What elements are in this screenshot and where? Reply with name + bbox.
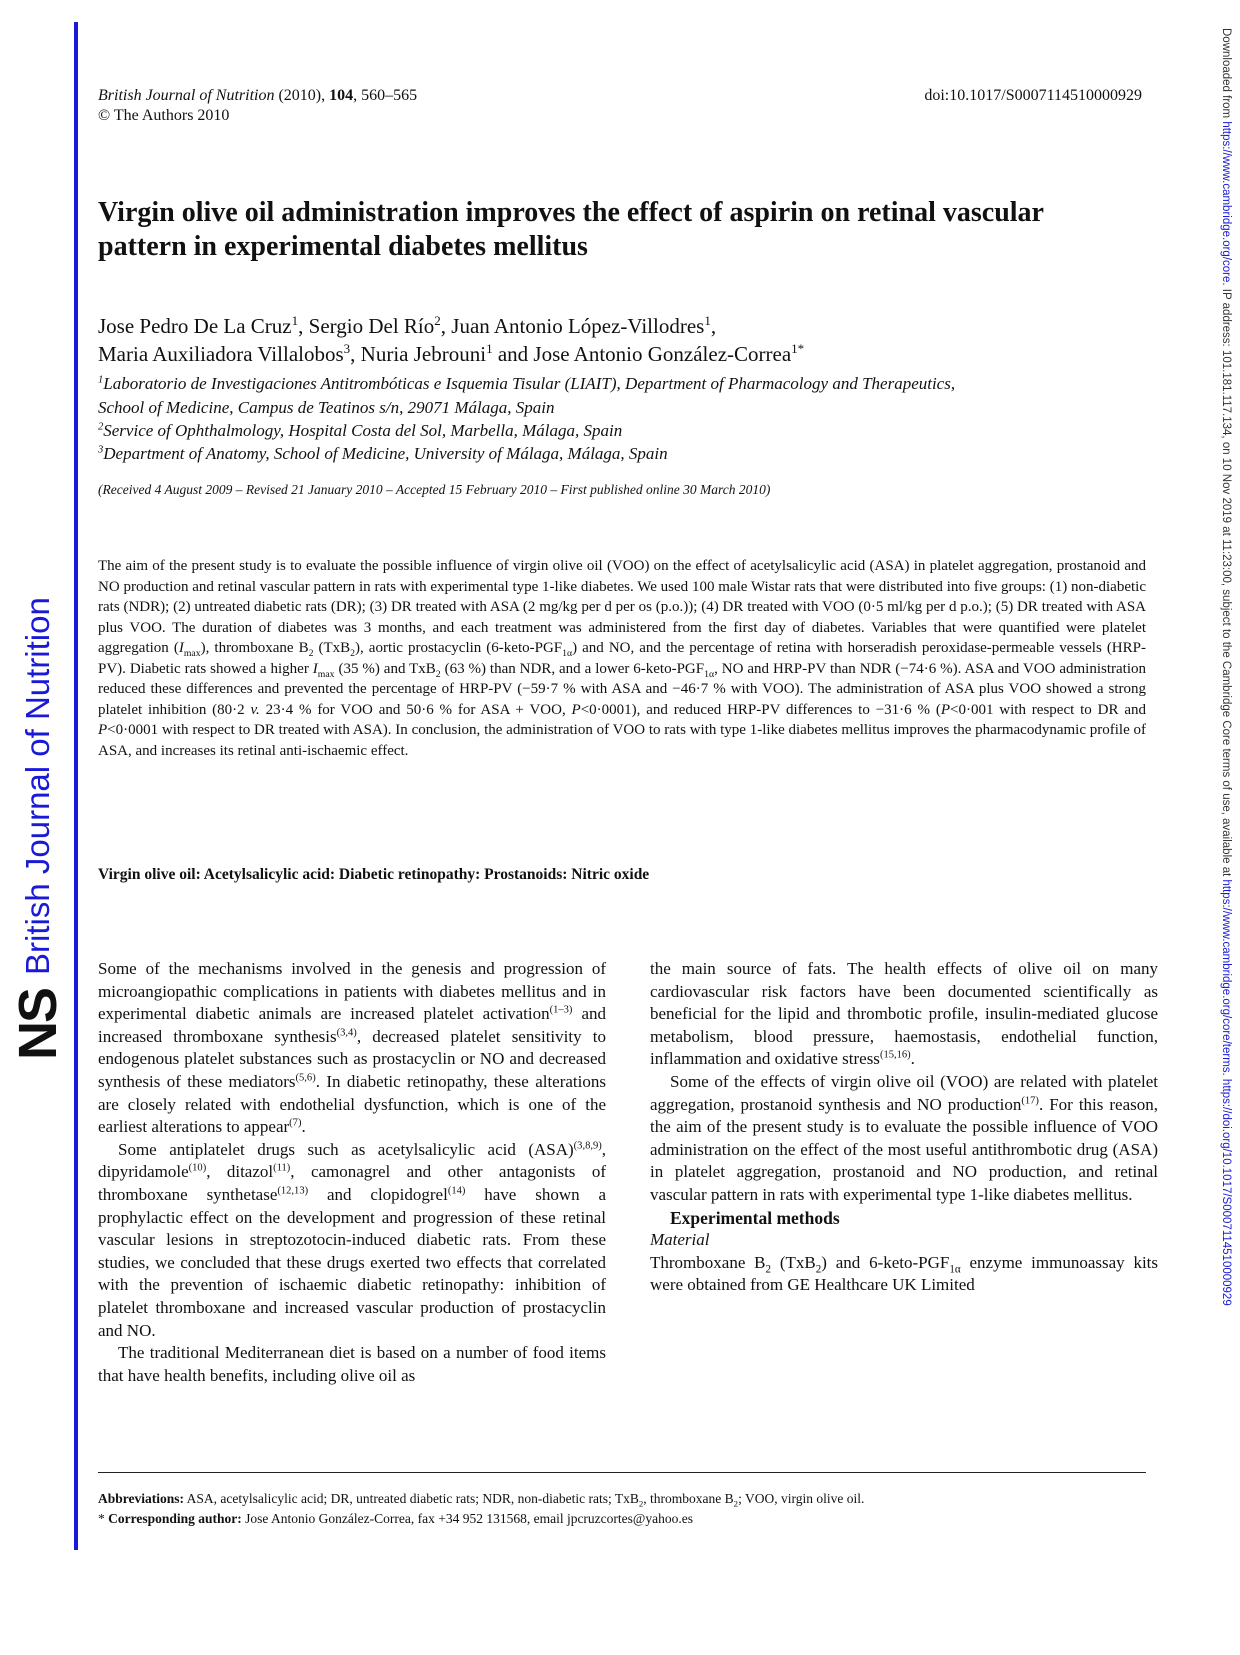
author-list: Jose Pedro De La Cruz$^1$, Sergio Del Río$^2$, Juan Antonio López-Villodres$^1$, Maria Auxiliadora Villalobos$^3$, Nuria Jebrouni$^1$ and Jose Antonio González-Correa$^{1*}$ (98, 313, 805, 366)
affiliation-1 (98, 372, 1198, 420)
affiliation-number: 2 (98, 421, 104, 433)
journal-side-logo (8, 540, 68, 1060)
affiliation-3 (98, 442, 1198, 466)
copyright: © The Authors 2010 (98, 107, 230, 124)
core-link[interactable]: https://www.cambridge.org/core (1220, 121, 1232, 283)
author-aff: 1* (791, 341, 805, 356)
article-title: Virgin olive oil administration improves the effect of aspirin on retinal vascular pattern in experimental diabetes mellitus (98, 197, 1044, 262)
download-prefix: Downloaded from (1220, 28, 1232, 122)
affiliation-number: 3 (98, 444, 104, 456)
pages: , 560–565 (353, 87, 418, 104)
paragraph: Some of the mechanisms involved in the genesis and progression of microangiopathic complications in patients with diabetes mellitus and in experimental diabetic animals are increased platelet activation$^{(1-3)}$ and increased thromboxane synthesis$^{(3,4)}$, decreased platelet sensitivity to endogenous platelet substances such as prostacyclin or NO and decreased synthesis of these mediators$^{(5,6)}$. In diabetic retinopathy, these alterations are closely related with endothelial dysfunction, which is one of the earliest alterations to appear$^{(7)}$. (98, 959, 607, 1137)
doi-link[interactable]: . https://doi.org/10.1017/S0007114510000929 (1220, 1072, 1232, 1306)
paragraph: Thromboxane $B_2$ (TxB$_2$) and $6-keto-PGF_{1\alpha}$ enzyme immunoassay kits were obtained from GE Healthcare UK Limited (650, 1252, 1159, 1295)
footer-rule (98, 1472, 1146, 1473)
affiliation-text: Laboratorio de Investigaciones Antitrombóticas e Isquemia Tisular (LIAIT), Department of Pharmacology and Therapeutics, (103, 374, 956, 393)
author: Jose Antonio González-Correa (533, 342, 792, 366)
doi: doi:10.1017/S0007114510000929 (924, 87, 1142, 104)
citation-header (98, 86, 417, 126)
keywords: Virgin olive oil: Acetylsalicylic acid: Diabetic retinopathy: Prostanoids: Nitric oxide (98, 866, 650, 883)
author-aff: 2 (434, 313, 441, 328)
download-strip (1216, 28, 1236, 1528)
paragraph: Some antiplatelet drugs such as acetylsalicylic acid (ASA)$^{(3,8,9)}$, dipyridamole$^{(10)}$, ditazol$^{(11)}$, camonagrel and other antagonists of thromboxane synthetase$^{(12,13)}$ and clopidogrel$^{(14)}$ have shown a prophylactic effect on the development and progression of these retinal vascular lesions in streptozotocin-induced diabetic rats. From these studies, we concluded that these drugs exerted two effects that correlated with the prevention of ischaemic diabetic retinopathy: inhibition of platelet thromboxane and increased vascular production of prostacyclin and NO. (98, 1139, 607, 1340)
paragraph: Some of the effects of virgin olive oil (VOO) are related with platelet aggregation, prostanoid synthesis and NO production$^{(17)}$. For this reason, the aim of the present study is to evaluate the possible influence of VOO administration on the effect of the most useful antithrombotic drug (ASA) in platelet aggregation, prostanoid and NO production, and retinal vascular pattern in rats with experimental type 1-like diabetes mellitus. (650, 1071, 1159, 1204)
author: Juan Antonio López-Villodres (451, 314, 705, 338)
author: Maria Auxiliadora Villalobos (98, 342, 344, 366)
abstract: The aim of the present study is to evaluate the possible influence of virgin olive oil (VOO) on the effect of acetylsalicylic acid (ASA) in platelet aggregation, prostanoid and NO production and retinal vascular pattern in rats with experimental type 1-like diabetes. We used 100 male Wistar rats that were distributed into five groups: (1) non-diabetic rats (NDR); (2) untreated diabetic rats (DR); (3) DR treated with ASA (2 mg/kg per d per os (p.o.)); (4) DR treated with VOO (0·5 ml/kg per d p.o.); (5) DR treated with ASA plus VOO. The duration of diabetes was 3 months, and each treatment was administered from the first day of diabetes. Variables that were quantified were platelet aggregation $(I_{max})$, thromboxane $B_2$ (TxB$_2$), aortic prostacyclin $(6-keto-PGF_{1\alpha})$ and NO, and the percentage of retina with horseradish peroxidase-permeable vessels (HRP-PV). Diabetic rats showed a higher $I_{max}$ (35 %) and TxB$_2$ (63 %) than NDR, and a lower $6-keto-PGF_{1\alpha}$, NO and HRP-PV than NDR (−74·6 %). ASA and VOO administration reduced these differences and prevented the percentage of HRP-PV (−59·7 % with ASA and −46·7 % with VOO). The administration of ASA plus VOO showed a strong platelet inhibition (80·2 v. 23·4 % for VOO and 50·6 % for ASA + VOO, P<0·0001), and reduced HRP-PV differences to −31·6 % (P<0·001 with respect to DR and P<0·0001 with respect to DR treated with ASA). In conclusion, the administration of VOO to rats with type 1-like diabetes mellitus improves the pharmacodynamic profile of ASA, and increases its retinal anti-ischaemic effect. (98, 558, 1146, 759)
affiliation-text: School of Medicine, Campus de Teatinos s/n, 29071 Málaga, Spain (98, 398, 555, 417)
received-dates: (Received 4 August 2009 – Revised 21 January 2010 – Accepted 15 February 2010 – First published online 30 March 2010) (98, 482, 771, 497)
paragraph: The traditional Mediterranean diet is based on a number of food items that have health benefits, including olive oil as (98, 1343, 606, 1385)
ns-logo: NS (8, 988, 68, 1060)
journal-title: British Journal of Nutrition (98, 87, 275, 104)
volume: 104 (329, 87, 354, 104)
corresponding-author: * Corresponding author: Jose Antonio González-Correa, fax +34 952 131568, email jpcruzcortes@yahoo.es (98, 1511, 693, 1526)
citation-year: (2010), (274, 87, 330, 104)
affiliation-text: Department of Anatomy, School of Medicine, University of Málaga, Málaga, Spain (103, 444, 668, 463)
abbreviations: Abbreviations: ASA, acetylsalicylic acid; DR, untreated diabetic rats; NDR, non-diabetic rats; TxB$_2$, thromboxane $B_2$; VOO, virgin olive oil. (98, 1491, 865, 1509)
body-right-column (650, 958, 1158, 1297)
affiliation-2 (98, 419, 1198, 443)
author: Nuria Jebrouni (360, 342, 487, 366)
author-aff: 1 (486, 341, 493, 356)
affiliation-number: 1 (98, 374, 104, 386)
author: Sergio Del Río (308, 314, 435, 338)
download-mid: . IP address: 101.181.117.134, on 10 Nov 2019 at 11:23:00, subject to the Cambridge Core terms of use, available at (1220, 282, 1232, 880)
subsection-heading: Material (650, 1230, 710, 1250)
terms-link[interactable]: https://www.cambridge.org/core/terms (1220, 879, 1232, 1073)
body-left-column (98, 958, 606, 1387)
author-aff: 3 (343, 341, 351, 356)
side-journal-name: British Journal of Nutrition (19, 597, 56, 975)
affiliation-text: Service of Ophthalmology, Hospital Costa del Sol, Marbella, Málaga, Spain (103, 421, 623, 440)
section-heading: Experimental methods (670, 1207, 840, 1228)
author-aff: 1 (704, 313, 711, 328)
author-aff: 1 (291, 313, 299, 328)
margin-rule (74, 22, 78, 1550)
paragraph: the main source of fats. The health effects of olive oil on many cardiovascular risk factors have been documented scientifically as beneficial for the lipid and thrombotic profile, insulin-mediated glucose metabolism, blood pressure, haemostasis, endothelial function, inflammation and oxidative stress$^{(15,16)}$. (650, 959, 1158, 1069)
author: Jose Pedro De La Cruz (98, 314, 292, 338)
